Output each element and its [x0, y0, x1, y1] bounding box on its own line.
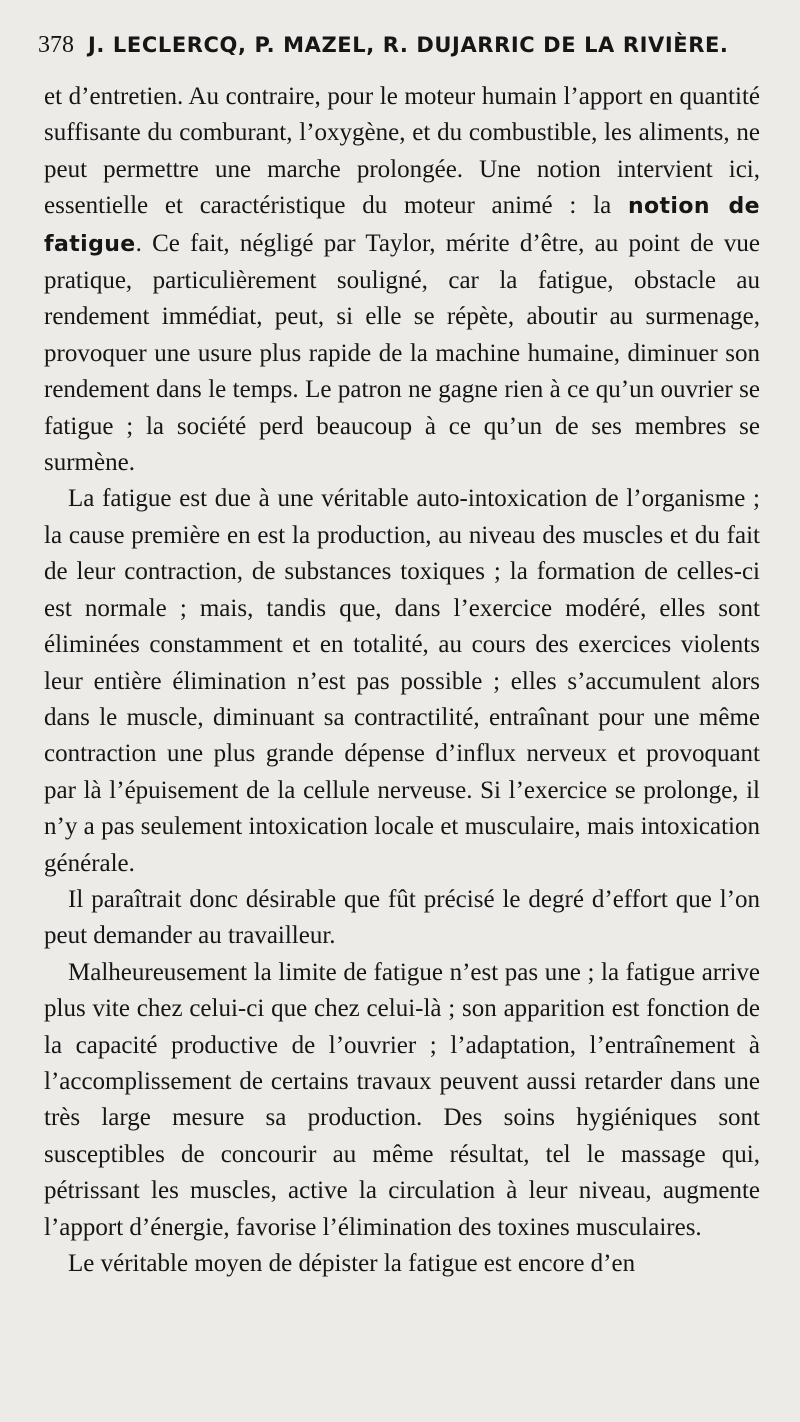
emphasized-term: notion de fatigue	[44, 194, 760, 257]
paragraph-detection: Le véritable moyen de dépister la fatigue est encore d’en	[68, 1250, 636, 1277]
running-header	[38, 32, 778, 66]
page-number: 378	[38, 32, 74, 58]
paragraph-auto-intoxication: La fatigue est due à une véritable auto-intoxication de l’organisme ; la cause première en est la production, au niveau des muscles et du fait de leur contraction, de substances toxiques ; la formation de celles-ci est normale ; mais, tandis que, dans l’exercice modéré, elles sont éliminées constamment et en totalité, au cours des exercices violents leur entière élimination n’est pas possible ; elles s’accumulent alors dans le muscle, diminuant sa contractilité, entraînant pour une même contraction une plus grande dépense d’influx nerveux et provoquant par là l’épuisement de la cellule nerveuse. Si l’exercice se prolonge, il n’y a pas seulement intoxication locale et musculaire, mais intoxication générale.	[44, 485, 760, 877]
paragraph-text: et d’entretien. Au contraire, pour le moteur humain l’apport en quantité suffisante du comburant, l’oxygène, et du combustible, les aliments, ne peut permettre une marche prolongée. Une notion intervient ici, essentielle et caractéristique du moteur animé : la	[44, 83, 760, 220]
paragraph-effort-degree: Il paraîtrait donc désirable que fût précisé le degré d’effort que l’on peut demander au travailleur.	[44, 885, 760, 950]
paragraph-text: . Ce fait, négligé par Taylor, mérite d’être, au point de vue pratique, particulièrement souligné, car la fatigue, obstacle au rendement immédiat, peut, si elle se répète, aboutir au surmenage, provoquer une usure plus rapide de la machine humaine, diminuer son rendement dans le temps. Le patron ne gagne rien à ce qu’un ouvrier se fatigue ; la société perd beaucoup à ce qu’un de ses membres se surmène.	[44, 229, 760, 477]
paragraph-fatigue-limit: Malheureusement la limite de fatigue n’est pas une ; la fatigue arrive plus vite chez celui-ci que chez celui-là ; son apparition est fonction de la capacité productive de l’ouvrier ; l’adaptation, l’entraînement à l’accomplissement de certains travaux peuvent aussi retarder dans une très large mesure sa production. Des soins hygiéniques sont susceptibles de concourir au même résultat, tel le massage qui, pétrissant les muscles, active la circulation à leur niveau, augmente l’apport d’énergie, favorise l’élimination des toxines musculaires.	[44, 958, 760, 1241]
running-title: J. LECLERCQ, P. MAZEL, R. DUJARRIC DE LA RIVIÈRE.	[88, 33, 729, 57]
body-text	[44, 79, 760, 1282]
paragraph-fatigue-notion	[44, 79, 760, 481]
